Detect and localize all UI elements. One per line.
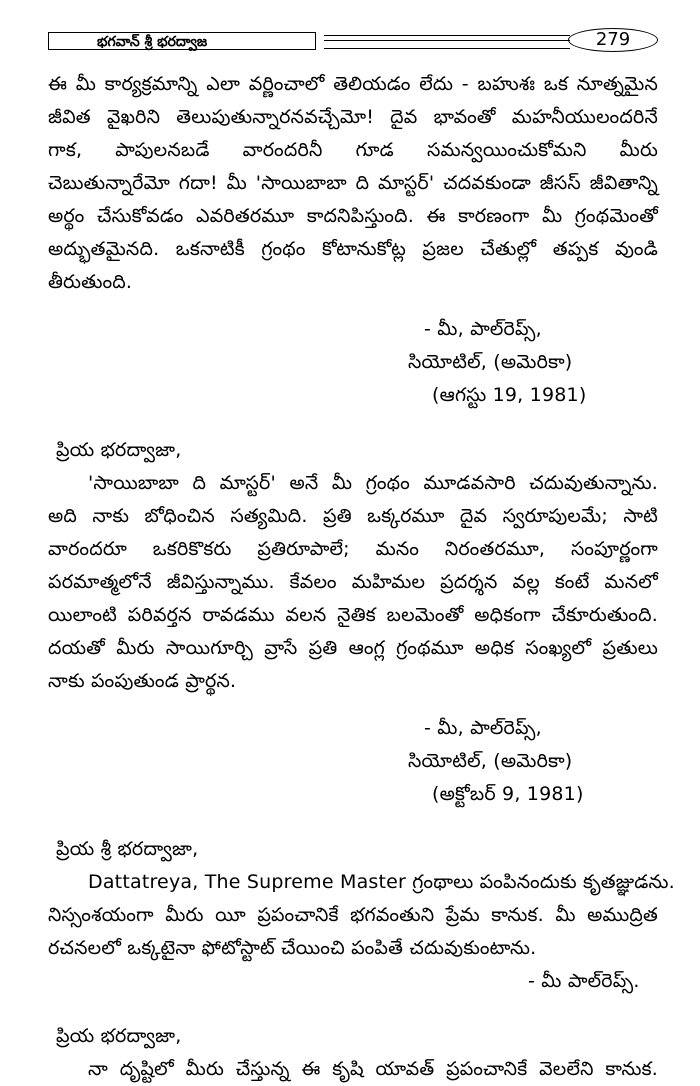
header-rule <box>324 35 570 49</box>
paragraph-line: ఈ మీ కార్యక్రమాన్ని ఎలా వర్ణించాలో తెలియడం లేదు - బహుశః ఒక నూత్నమైన <box>48 73 658 95</box>
salutation: ప్రియ శ్రీ భరద్వాజా, <box>56 838 199 860</box>
paragraph-line: యిలాంటి పరివర్తన రావడము వలన నైతిక బలమెంతో అధికంగా చేకూరుతుంది. <box>48 604 658 626</box>
paragraph-line: నా దృష్టిలో మీరు చేస్తున్న ఈ కృషి యావత్ ప్రపంచానికే వెలలేని కానుక. <box>88 1058 658 1080</box>
salutation: ప్రియ భరద్వాజా, <box>56 439 182 461</box>
paragraph-line: దయతో మీరు సాయిగూర్చి వ్రాసే ప్రతి ఆంగ్ల గ్రంథమూ అధిక సంఖ్యలో ప్రతులు <box>48 637 658 659</box>
letter-4 <box>48 1020 658 1086</box>
salutation: ప్రియ భరద్వాజా, <box>56 1025 182 1047</box>
signature-place: సియోటిల్, (అమెరికా) <box>408 750 573 772</box>
paragraph-line: అర్థం చేసుకోవడం ఎవరితరమూ కాదనిపిస్తుంది. ఈ కారణంగా మీ గ్రంథమెంతో <box>48 205 658 227</box>
letter-3 <box>48 833 675 998</box>
paragraph-line: 'సాయిబాబా ది మాస్టర్' అనే మీ గ్రంథం మూడవసారి చదువుతున్నాను. <box>88 472 658 494</box>
signature: - మీ, పాల్‌రెప్స్, <box>424 318 542 340</box>
paragraph-line: నిస్సంశయంగా మీరు యీ ప్రపంచానికే భగవంతుని ప్రేమ కానుక. మీ అముద్రిత <box>48 904 658 926</box>
page-number: 279 <box>568 28 658 52</box>
paragraph-line: నాకు పంపుతుండ ప్రార్థన. <box>48 670 237 692</box>
signature: - మీ, పాల్‌రెప్స్, <box>424 717 542 739</box>
signature: - మీ పాల్‌రెప్స్. <box>528 970 640 992</box>
paragraph-line: గాక, పాపులనబడే వారందరినీ గూడ సమన్వయించుకోమని మీరు <box>48 139 658 161</box>
page-body <box>48 68 675 1086</box>
page-header <box>48 29 658 54</box>
signature-place: సియోటిల్, (అమెరికా) <box>408 351 573 373</box>
paragraph-line: అది నాకు బోధించిన సత్యమిది. ప్రతి ఒక్కరమూ దైవ స్వరూపులమే; సాటి <box>48 505 658 527</box>
letter-date: (అక్టోబర్ 9, 1981) <box>432 783 584 805</box>
paragraph-line: తీరుతుంది. <box>48 271 133 293</box>
paragraph-line: వారందరూ ఒకరికొకరు ప్రతిరూపాలే; మనం నిరంతరమూ, సంపూర్ణంగా <box>48 538 658 560</box>
letter-date: (ఆగస్టు 19, 1981) <box>432 384 587 406</box>
running-title: భగవాన్ శ్రీ భరద్వాజ <box>48 32 316 50</box>
letter-2 <box>48 434 658 811</box>
paragraph-line: చెబుతున్నారేమో గదా! మీ 'సాయిబాబా ది మాస్టర్' చదవకుండా జీసస్ జీవితాన్ని <box>48 172 658 194</box>
paragraph-line: రచనలలో ఒక్కటైనా ఫోటోస్టాట్ చేయించి పంపితే చదువుకుంటాను. <box>48 937 537 959</box>
paragraph-line: అద్భుతమైనది. ఒకనాటికీ గ్రంథం కోటానుకోట్ల ప్రజల చేతుల్లో తప్పక వుండి <box>48 238 658 260</box>
paragraph-line: జీవిత వైఖరిని తెలుపుతున్నారనవచ్చేమో! దైవ భావంతో మహనీయులందరినే <box>48 106 658 128</box>
paragraph-line: పరమాత్మలోనే జీవిస్తున్నాము. కేవలం మహిమల ప్రదర్శన వల్ల కంటే మనలో <box>48 571 658 593</box>
paragraph-line: Dattatreya, The Supreme Master గ్రంథాలు పంపినందుకు కృతజ్ఞుడను. <box>88 871 675 893</box>
letter-1 <box>48 68 658 412</box>
